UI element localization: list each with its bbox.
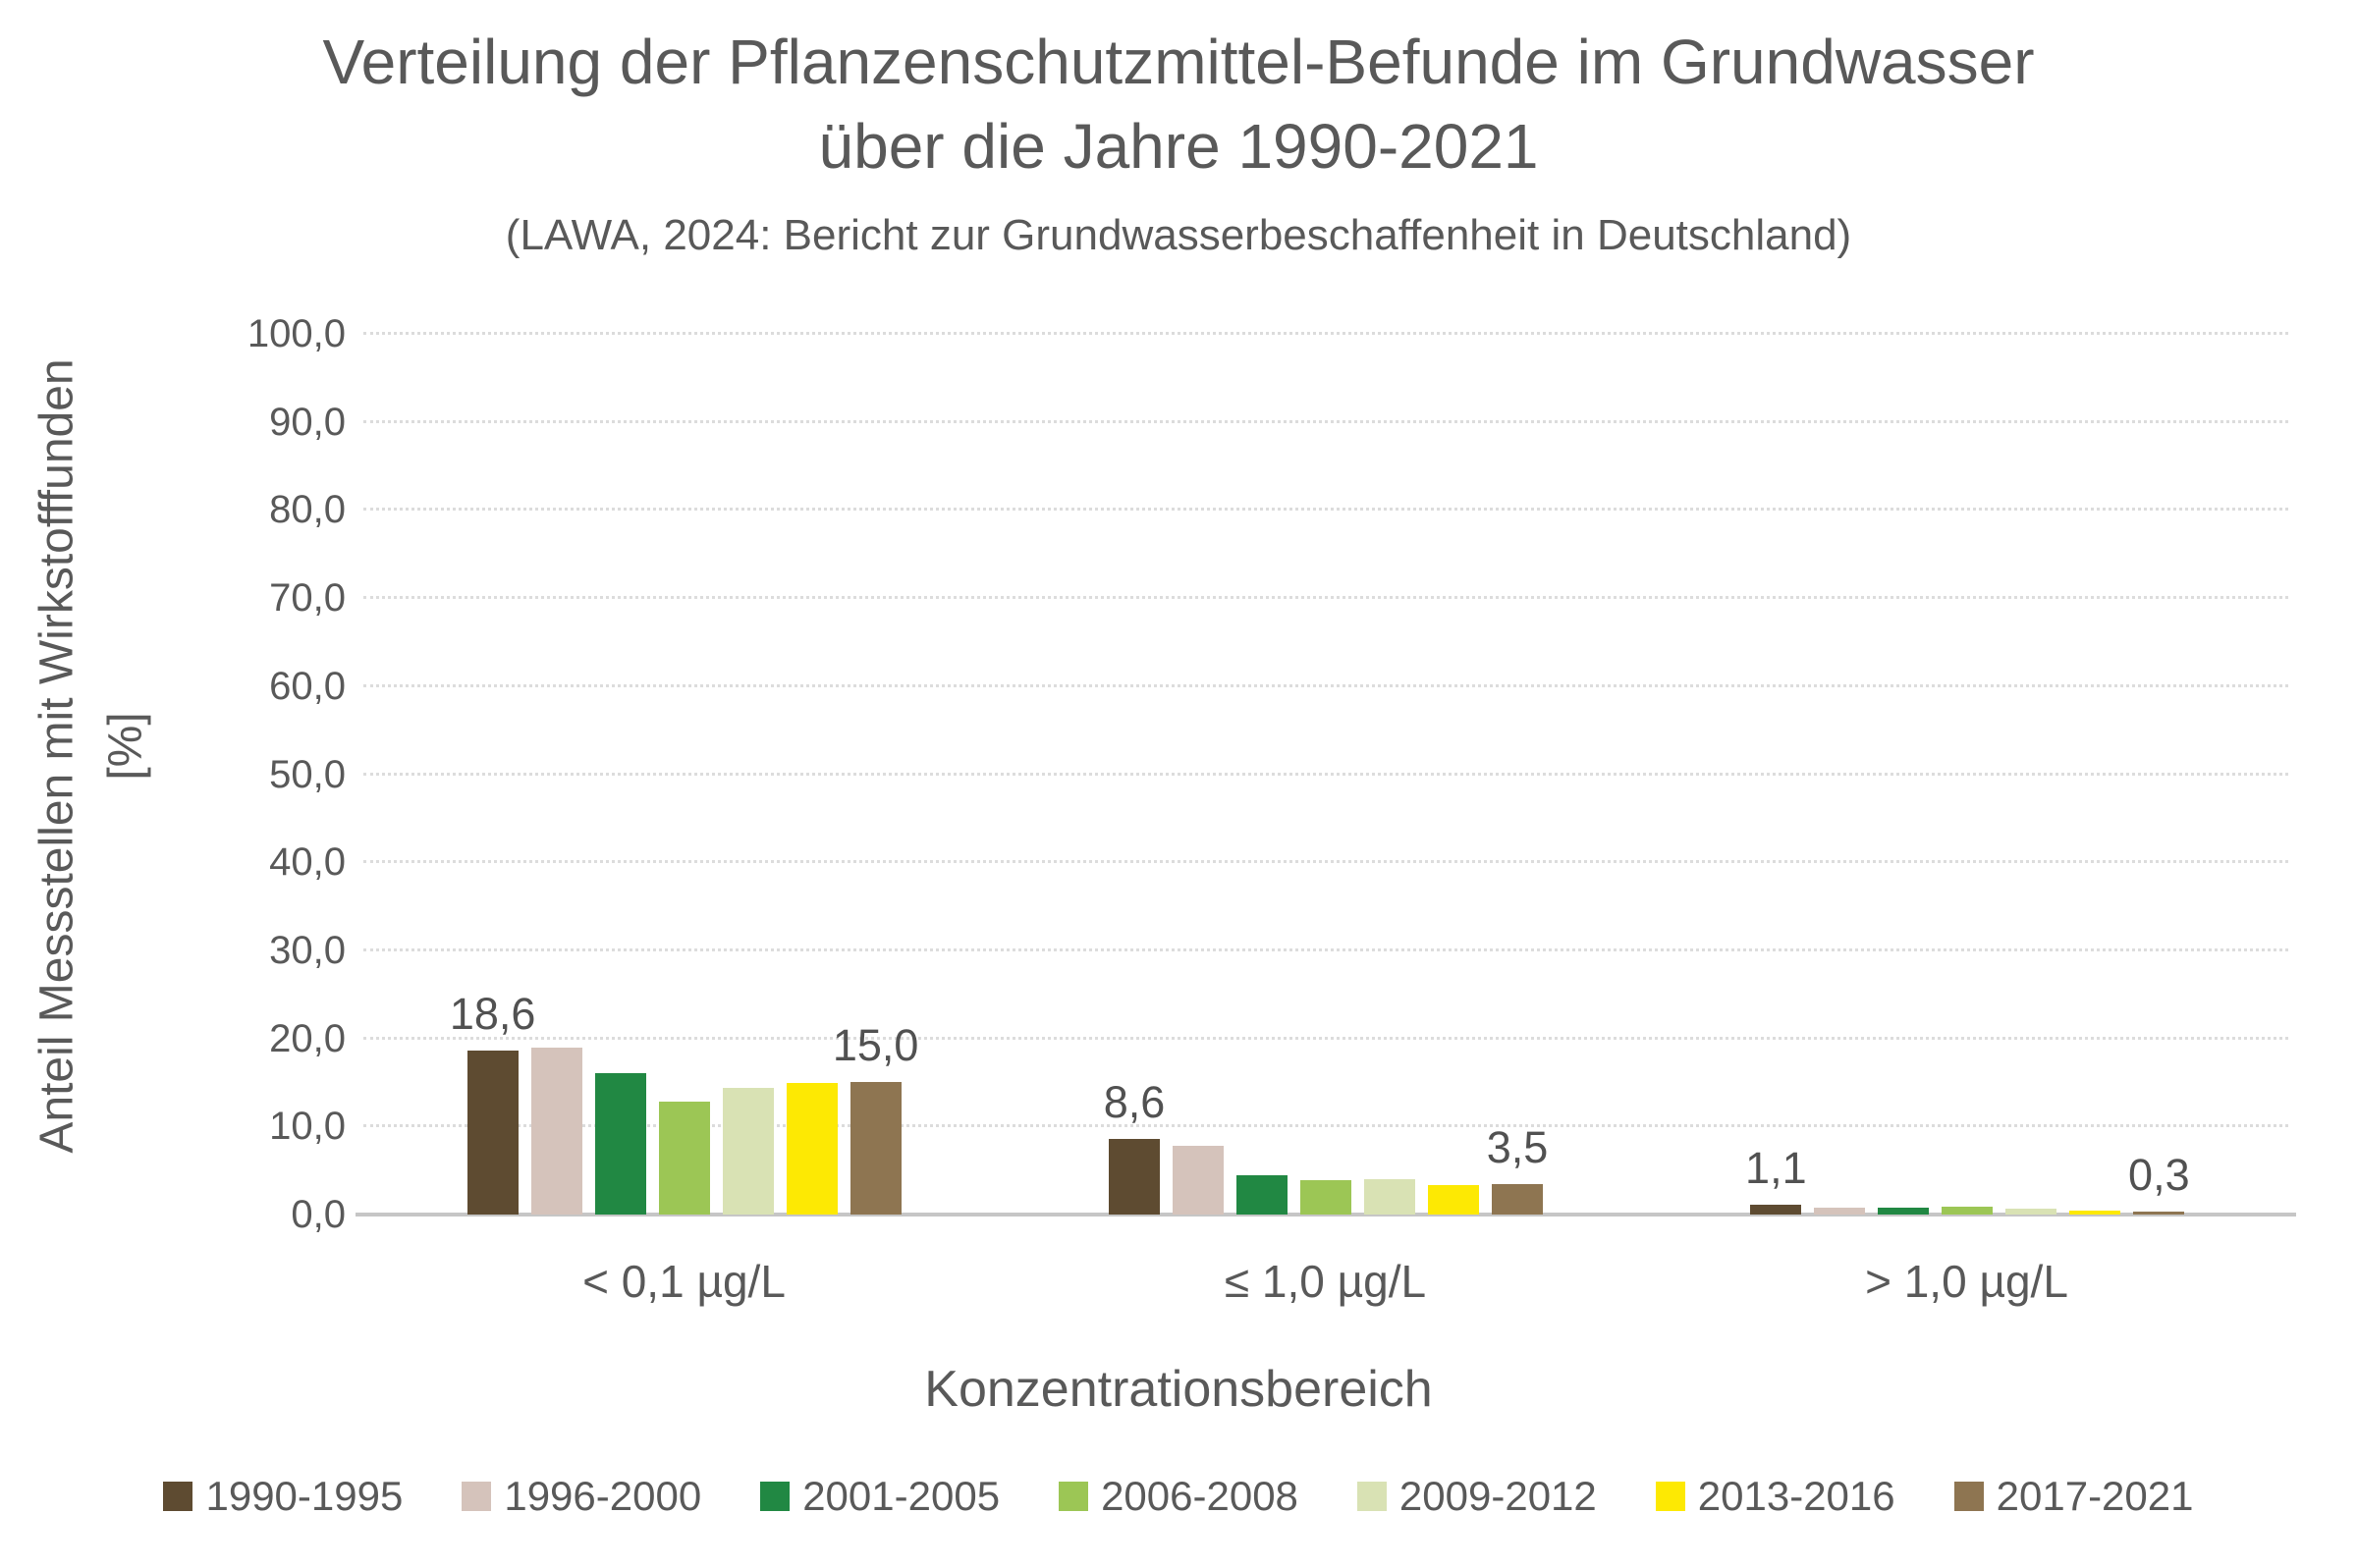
bar-value-label: 3,5 [1486, 1121, 1549, 1172]
x-category-labels [363, 1255, 2288, 1308]
chart-title-line2: über die Jahre 1990-2021 [818, 111, 1539, 182]
x-category-label: > 1,0 µg/L [1865, 1256, 2068, 1307]
legend-item-1990-1995 [163, 1473, 403, 1520]
chart-subtitle: (LAWA, 2024: Bericht zur Grundwasserbeschaffenheit in Deutschland) [505, 211, 1852, 259]
legend-item-2013-2016 [1656, 1473, 1895, 1520]
bar-2017-2021-cat1 [1492, 1184, 1543, 1215]
bar-1990-1995-cat0 [467, 1051, 519, 1215]
legend-swatch [163, 1482, 192, 1511]
y-tick-label: 50,0 [269, 752, 346, 796]
bar-2006-2008-cat0 [659, 1102, 710, 1215]
bar-1996-2000-cat2 [1814, 1208, 1865, 1215]
legend-swatch [1357, 1482, 1387, 1511]
legend-item-1996-2000 [462, 1473, 701, 1520]
bar-2001-2005-cat0 [595, 1073, 646, 1215]
legend [0, 1473, 2357, 1520]
chart-title [0, 20, 2357, 189]
bar-2017-2021-cat0 [850, 1082, 902, 1215]
gridline [363, 773, 2288, 776]
x-category-label: ≤ 1,0 µg/L [1224, 1256, 1427, 1307]
y-axis-title: Anteil Messstellen mit Wirkstofffunden [30, 358, 83, 1154]
legend-swatch [760, 1482, 790, 1511]
legend-item-2001-2005 [760, 1473, 1000, 1520]
x-category-label: < 0,1 µg/L [582, 1256, 786, 1307]
y-tick-labels [137, 312, 346, 1236]
legend-label: 2006-2008 [1101, 1473, 1298, 1519]
gridline [363, 332, 2288, 335]
legend-label: 1990-1995 [205, 1473, 404, 1519]
bar-2006-2008-cat1 [1300, 1180, 1351, 1215]
gridline [363, 1037, 2288, 1040]
bar-2013-2016-cat0 [787, 1083, 838, 1215]
gridline [363, 948, 2288, 951]
legend-swatch [1656, 1482, 1685, 1511]
y-axis-unit: [%] [99, 712, 152, 781]
bar-2006-2008-cat2 [1942, 1207, 1993, 1215]
bar-2001-2005-cat1 [1236, 1175, 1288, 1215]
bar-value-label: 1,1 [1745, 1143, 1807, 1194]
gridline [363, 684, 2288, 687]
legend-item-2009-2012 [1357, 1473, 1597, 1520]
bar-value-label: 8,6 [1103, 1076, 1166, 1127]
legend-swatch [1954, 1482, 1984, 1511]
legend-swatch [462, 1482, 491, 1511]
bar-value-label: 18,6 [449, 989, 536, 1040]
bar-1996-2000-cat1 [1173, 1146, 1224, 1215]
bar-2009-2012-cat2 [2005, 1209, 2056, 1215]
y-tick-label: 0,0 [291, 1193, 346, 1236]
bar-1990-1995-cat2 [1750, 1205, 1801, 1215]
legend-item-2006-2008 [1059, 1473, 1298, 1520]
bar-2009-2012-cat0 [723, 1088, 774, 1215]
y-tick-label: 20,0 [269, 1016, 346, 1060]
bar-1996-2000-cat0 [531, 1048, 582, 1215]
chart-title-line1: Verteilung der Pflanzenschutzmittel-Befunde im Grundwasser [322, 27, 2035, 97]
gridline [363, 596, 2288, 599]
y-tick-label: 60,0 [269, 664, 346, 708]
x-axis-title: Konzentrationsbereich [924, 1361, 1433, 1418]
legend-label: 2017-2021 [1996, 1473, 2194, 1519]
y-tick-label: 40,0 [269, 840, 346, 885]
bar-2009-2012-cat1 [1364, 1179, 1415, 1215]
gridline [363, 1124, 2288, 1127]
legend-label: 2009-2012 [1398, 1473, 1597, 1519]
gridline [363, 860, 2288, 863]
legend-label: 2013-2016 [1697, 1473, 1895, 1519]
plot-area [363, 334, 2288, 1215]
legend-item-2017-2021 [1954, 1473, 2194, 1520]
gridline [363, 508, 2288, 511]
y-tick-label: 10,0 [269, 1105, 346, 1149]
bar-2001-2005-cat2 [1878, 1208, 1929, 1215]
bar-2013-2016-cat1 [1428, 1185, 1479, 1215]
legend-label: 2001-2005 [802, 1473, 1001, 1519]
gridline [363, 420, 2288, 423]
y-tick-label: 30,0 [269, 928, 346, 972]
bar-value-label: 15,0 [832, 1020, 919, 1071]
bar-2017-2021-cat2 [2133, 1212, 2184, 1215]
bar-value-label: 0,3 [2128, 1150, 2190, 1201]
y-tick-label: 90,0 [269, 400, 346, 444]
bar-2013-2016-cat2 [2069, 1211, 2120, 1215]
y-tick-label: 70,0 [269, 576, 346, 621]
bar-1990-1995-cat1 [1109, 1139, 1160, 1215]
legend-swatch [1059, 1482, 1088, 1511]
y-tick-label: 100,0 [247, 312, 346, 355]
y-tick-label: 80,0 [269, 488, 346, 532]
legend-label: 1996-2000 [504, 1473, 702, 1519]
